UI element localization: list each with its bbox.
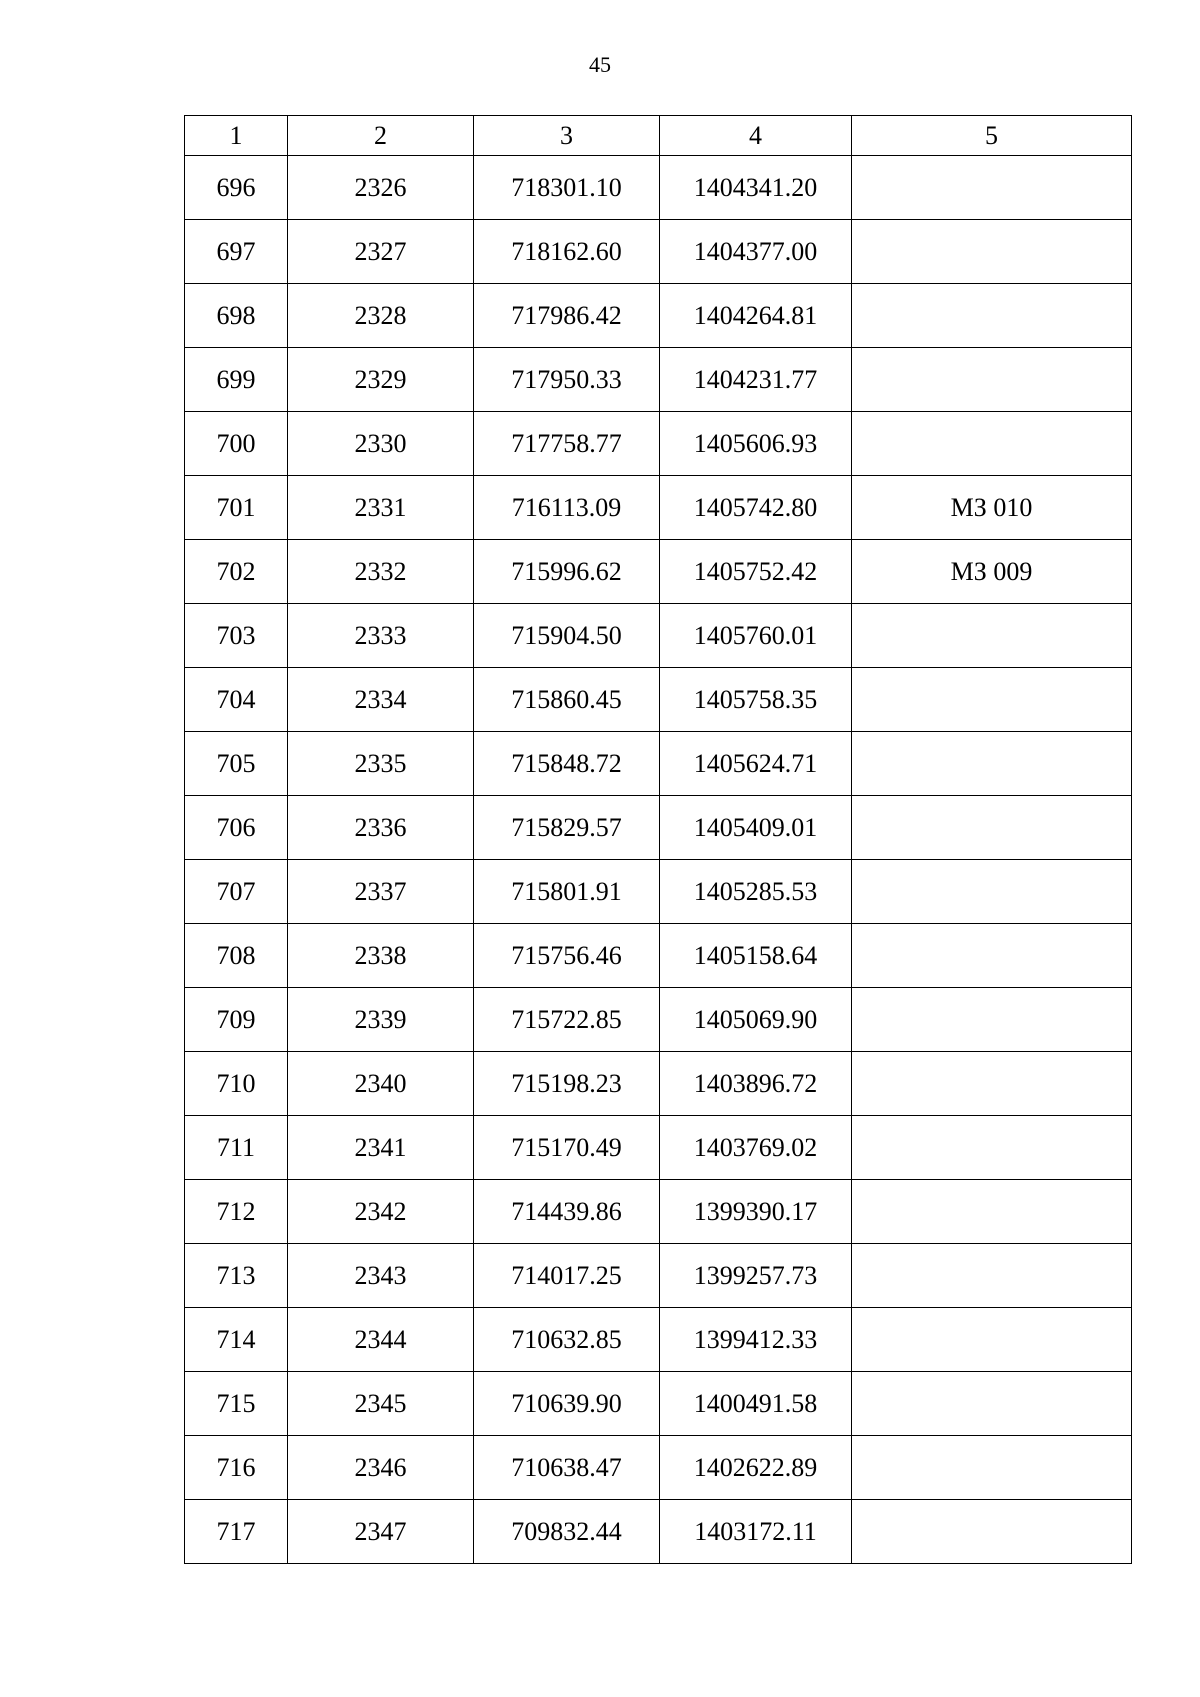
table-cell-col-1: 715 [185, 1372, 288, 1436]
table-cell-col-2: 2343 [288, 1244, 474, 1308]
table-cell-col-5 [852, 1116, 1132, 1180]
table-cell-col-2: 2339 [288, 988, 474, 1052]
table-row [185, 220, 1132, 284]
table-cell-col-2: 2333 [288, 604, 474, 668]
table-cell-col-4: 1405606.93 [660, 412, 852, 476]
table-cell-col-3: 717986.42 [474, 284, 660, 348]
table-row [185, 988, 1132, 1052]
page-number: 45 [589, 52, 611, 77]
table-cell-col-1: 703 [185, 604, 288, 668]
table-cell-col-3: 715848.72 [474, 732, 660, 796]
table-cell-col-2: 2331 [288, 476, 474, 540]
table-body [185, 156, 1132, 1564]
table-cell-col-1: 697 [185, 220, 288, 284]
table-cell-col-5 [852, 1372, 1132, 1436]
table-row [185, 1308, 1132, 1372]
table-cell-col-3: 710632.85 [474, 1308, 660, 1372]
table-cell-col-5 [852, 732, 1132, 796]
table-cell-col-1: 704 [185, 668, 288, 732]
table-cell-col-1: 712 [185, 1180, 288, 1244]
table-cell-col-3: 715996.62 [474, 540, 660, 604]
column-header-4: 4 [660, 116, 852, 156]
table-cell-col-1: 696 [185, 156, 288, 220]
table-cell-col-2: 2340 [288, 1052, 474, 1116]
table-cell-col-1: 700 [185, 412, 288, 476]
table-row [185, 924, 1132, 988]
table-cell-col-3: 715756.46 [474, 924, 660, 988]
table-cell-col-1: 710 [185, 1052, 288, 1116]
table-cell-col-1: 707 [185, 860, 288, 924]
table-cell-col-2: 2337 [288, 860, 474, 924]
coordinates-table [184, 115, 1132, 1564]
column-header-2: 2 [288, 116, 474, 156]
table-cell-col-1: 716 [185, 1436, 288, 1500]
table-cell-col-2: 2345 [288, 1372, 474, 1436]
table-cell-col-5 [852, 348, 1132, 412]
table-cell-col-3: 715829.57 [474, 796, 660, 860]
table-cell-col-3: 715198.23 [474, 1052, 660, 1116]
table-cell-col-5 [852, 284, 1132, 348]
table-cell-col-3: 714017.25 [474, 1244, 660, 1308]
table-cell-col-5 [852, 1244, 1132, 1308]
table-row [185, 796, 1132, 860]
table-cell-col-3: 715722.85 [474, 988, 660, 1052]
table-header [185, 116, 1132, 156]
table-cell-col-1: 706 [185, 796, 288, 860]
table-cell-col-3: 715860.45 [474, 668, 660, 732]
table-cell-col-3: 718301.10 [474, 156, 660, 220]
table-cell-col-4: 1405624.71 [660, 732, 852, 796]
table-row [185, 1372, 1132, 1436]
table-cell-col-4: 1403172.11 [660, 1500, 852, 1564]
table-cell-col-1: 711 [185, 1116, 288, 1180]
table-cell-col-4: 1405760.01 [660, 604, 852, 668]
table-cell-col-5 [852, 1180, 1132, 1244]
table-cell-col-2: 2328 [288, 284, 474, 348]
table-cell-col-2: 2326 [288, 156, 474, 220]
table-row [185, 732, 1132, 796]
table-cell-col-4: 1405742.80 [660, 476, 852, 540]
table-cell-col-3: 716113.09 [474, 476, 660, 540]
table-cell-col-1: 713 [185, 1244, 288, 1308]
table-row [185, 156, 1132, 220]
table-cell-col-3: 714439.86 [474, 1180, 660, 1244]
table-cell-col-4: 1405285.53 [660, 860, 852, 924]
table-cell-col-4: 1399390.17 [660, 1180, 852, 1244]
table-cell-col-3: 718162.60 [474, 220, 660, 284]
table-cell-col-3: 709832.44 [474, 1500, 660, 1564]
table-cell-col-1: 709 [185, 988, 288, 1052]
header-row [185, 116, 1132, 156]
table-row [185, 412, 1132, 476]
table-cell-col-4: 1404231.77 [660, 348, 852, 412]
table-row [185, 1436, 1132, 1500]
table-cell-col-2: 2327 [288, 220, 474, 284]
table-cell-col-4: 1404341.20 [660, 156, 852, 220]
table-row [185, 1052, 1132, 1116]
table-cell-col-1: 699 [185, 348, 288, 412]
table-cell-col-2: 2330 [288, 412, 474, 476]
table-row [185, 668, 1132, 732]
table-cell-col-4: 1405409.01 [660, 796, 852, 860]
table-cell-col-3: 710639.90 [474, 1372, 660, 1436]
table-cell-col-5: МЗ 009 [852, 540, 1132, 604]
table-cell-col-2: 2332 [288, 540, 474, 604]
table-cell-col-4: 1405158.64 [660, 924, 852, 988]
table-row [185, 1116, 1132, 1180]
table-cell-col-4: 1404264.81 [660, 284, 852, 348]
table-cell-col-4: 1402622.89 [660, 1436, 852, 1500]
table-cell-col-1: 705 [185, 732, 288, 796]
table-cell-col-5 [852, 1500, 1132, 1564]
table-cell-col-5 [852, 412, 1132, 476]
table-cell-col-5 [852, 604, 1132, 668]
table-cell-col-2: 2341 [288, 1116, 474, 1180]
column-header-1: 1 [185, 116, 288, 156]
table-cell-col-1: 708 [185, 924, 288, 988]
table-cell-col-2: 2342 [288, 1180, 474, 1244]
table-row [185, 1244, 1132, 1308]
table-cell-col-5 [852, 924, 1132, 988]
table-cell-col-1: 702 [185, 540, 288, 604]
table-cell-col-3: 715904.50 [474, 604, 660, 668]
table-cell-col-2: 2336 [288, 796, 474, 860]
table-cell-col-5 [852, 1052, 1132, 1116]
table-cell-col-5 [852, 220, 1132, 284]
table-cell-col-3: 717758.77 [474, 412, 660, 476]
table-cell-col-5 [852, 860, 1132, 924]
table-cell-col-5 [852, 796, 1132, 860]
table-row [185, 1500, 1132, 1564]
table-row [185, 1180, 1132, 1244]
table-cell-col-3: 717950.33 [474, 348, 660, 412]
table-cell-col-2: 2347 [288, 1500, 474, 1564]
table-cell-col-2: 2335 [288, 732, 474, 796]
table-cell-col-5 [852, 988, 1132, 1052]
table-cell-col-4: 1404377.00 [660, 220, 852, 284]
table-cell-col-5 [852, 156, 1132, 220]
table-cell-col-3: 715170.49 [474, 1116, 660, 1180]
table-cell-col-4: 1399257.73 [660, 1244, 852, 1308]
table-row [185, 540, 1132, 604]
table-cell-col-3: 710638.47 [474, 1436, 660, 1500]
table-row [185, 476, 1132, 540]
table-cell-col-1: 701 [185, 476, 288, 540]
table-cell-col-5 [852, 1436, 1132, 1500]
column-header-3: 3 [474, 116, 660, 156]
table-cell-col-4: 1405069.90 [660, 988, 852, 1052]
table-cell-col-2: 2346 [288, 1436, 474, 1500]
table-cell-col-2: 2334 [288, 668, 474, 732]
table-cell-col-2: 2329 [288, 348, 474, 412]
table-cell-col-4: 1399412.33 [660, 1308, 852, 1372]
table-cell-col-4: 1405752.42 [660, 540, 852, 604]
table-cell-col-2: 2338 [288, 924, 474, 988]
table-cell-col-4: 1403769.02 [660, 1116, 852, 1180]
table-cell-col-1: 698 [185, 284, 288, 348]
table-cell-col-3: 715801.91 [474, 860, 660, 924]
table-cell-col-5: МЗ 010 [852, 476, 1132, 540]
table-cell-col-2: 2344 [288, 1308, 474, 1372]
table-cell-col-1: 717 [185, 1500, 288, 1564]
table-row [185, 604, 1132, 668]
table-row [185, 284, 1132, 348]
table-cell-col-5 [852, 1308, 1132, 1372]
table-row [185, 348, 1132, 412]
table-row [185, 860, 1132, 924]
table-cell-col-5 [852, 668, 1132, 732]
table-cell-col-4: 1400491.58 [660, 1372, 852, 1436]
table-cell-col-1: 714 [185, 1308, 288, 1372]
table-cell-col-4: 1403896.72 [660, 1052, 852, 1116]
table-cell-col-4: 1405758.35 [660, 668, 852, 732]
column-header-5: 5 [852, 116, 1132, 156]
